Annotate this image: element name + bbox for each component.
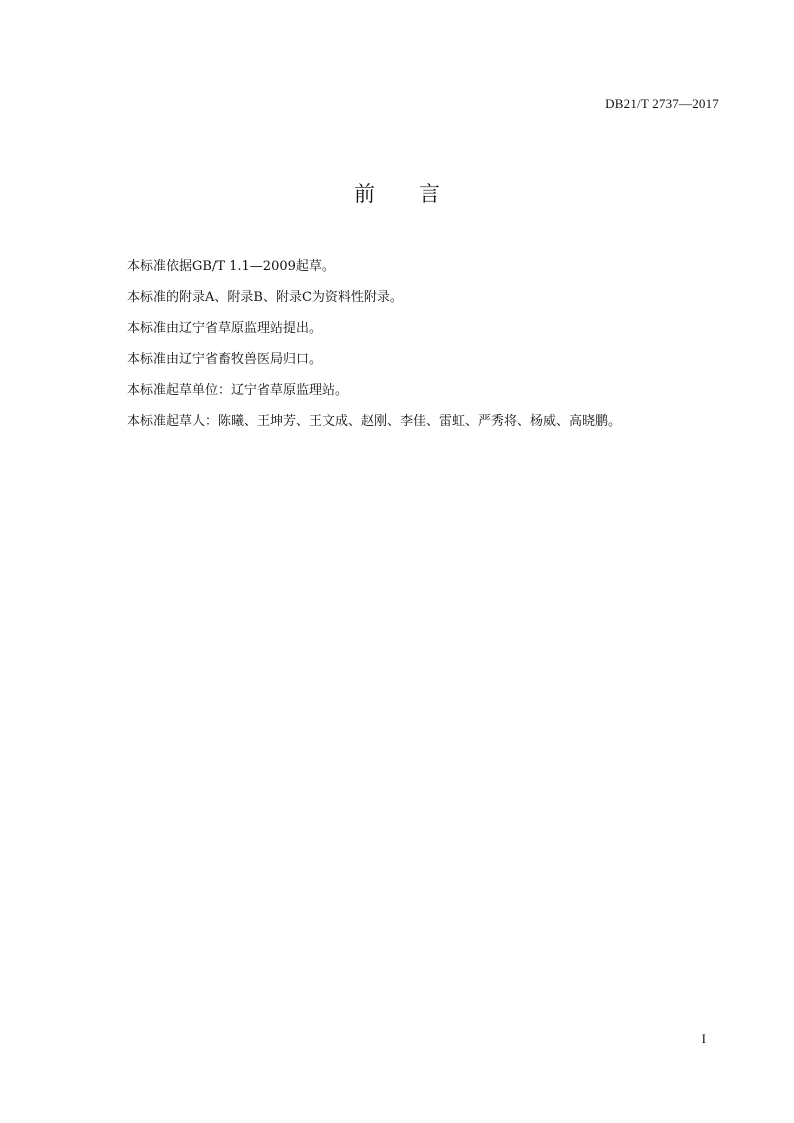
foreword-body (127, 256, 727, 442)
page-title: 前言 (354, 182, 484, 206)
foreword-paragraph: 本标准起草单位：辽宁省草原监理站。 (127, 383, 349, 398)
foreword-paragraph: 本标准起草人：陈曦、王坤芳、王文成、赵刚、李佳、雷虹、严秀将、杨威、高晓鹏。 (127, 414, 622, 429)
foreword-paragraph: 本标准由辽宁省畜牧兽医局归口。 (127, 352, 323, 367)
page-number: I (701, 1031, 706, 1046)
foreword-paragraph: 本标准的附录A、附录B、附录C为资料性附录。 (127, 290, 403, 305)
foreword-paragraph: 本标准由辽宁省草原监理站提出。 (127, 321, 323, 336)
foreword-paragraph: 本标准依据GB/T 1.1—2009起草。 (127, 259, 335, 274)
standard-code: DB21/T 2737—2017 (605, 96, 719, 111)
